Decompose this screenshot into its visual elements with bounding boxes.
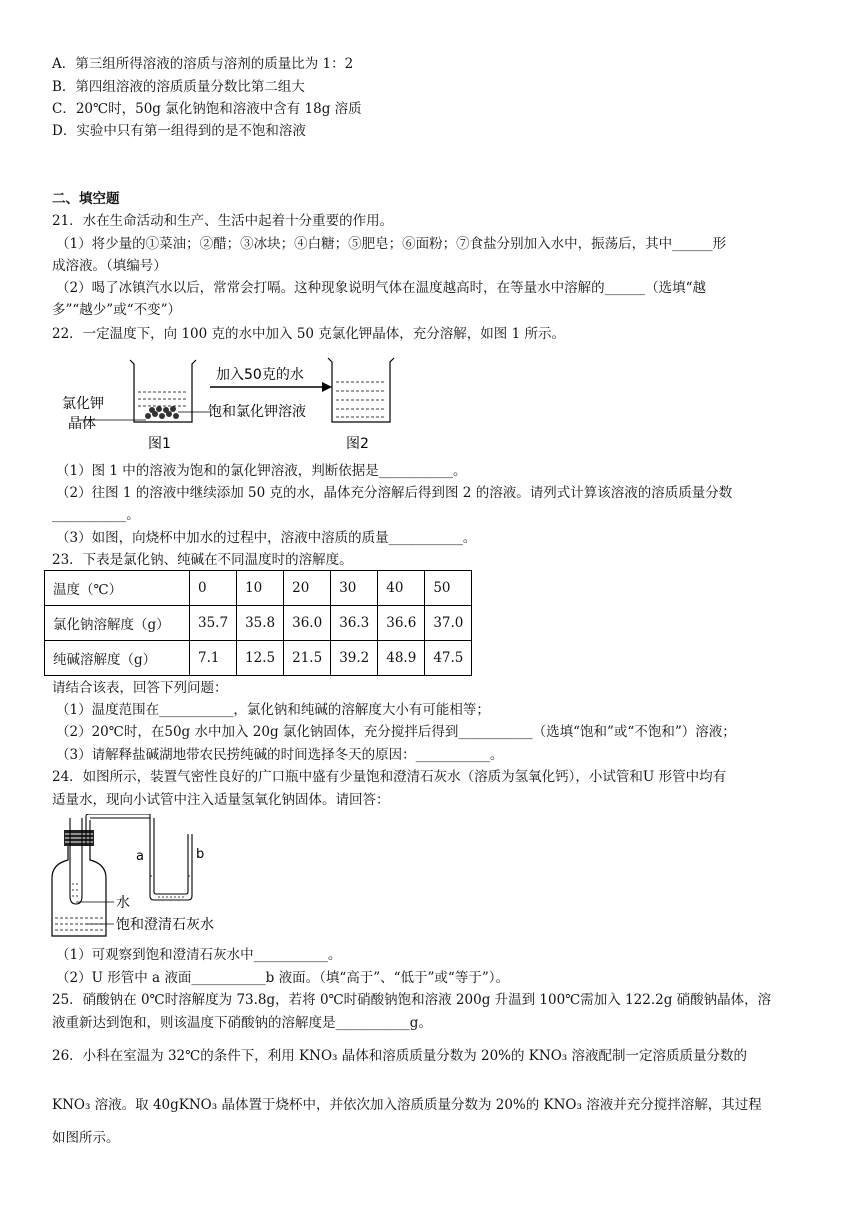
solution-lines-2 xyxy=(336,382,386,417)
fig1-label: 图1 xyxy=(148,436,171,452)
q23-prompt: 请结合该表，回答下列问题： xyxy=(52,680,228,696)
option-d: D．实验中只有第一组得到的是不饱和溶液 xyxy=(52,123,306,139)
u-tube xyxy=(150,834,192,900)
q22-part2-line2: ___________。 xyxy=(52,507,140,523)
q26-line2: KNO₃ 溶液。取 40gKNO₃ 晶体置于烧杯中，并依次加入溶质质量分数为 20%的 KNO₃ 溶液并充分搅拌溶解，其过程 xyxy=(52,1097,762,1113)
fig2-label: 图2 xyxy=(346,436,369,452)
table-cell: 温度（℃） xyxy=(45,571,190,606)
table-cell: 36.0 xyxy=(284,606,331,641)
q21-part1-line2: 成溶液。（填编号） xyxy=(52,258,167,274)
q26-line1: 26．小科在室温为 32℃的条件下，利用 KNO₃ 晶体和溶质质量分数为 20%的 KNO₃ 溶液配制一定溶质质量分数的 xyxy=(52,1048,747,1064)
q21-part2-line1: （2）喝了冰镇汽水以后，常常会打嗝。这种现象说明气体在温度越高时，在等量水中溶解的______（选填“越 xyxy=(56,280,706,296)
q24-part1: （1）可观察到饱和澄清石灰水中___________。 xyxy=(56,947,342,963)
crystal-label-2: 晶体 xyxy=(68,416,96,432)
table-cell: 纯碱溶解度（g） xyxy=(45,641,190,676)
q21-part1-line1: （1）将少量的①菜油；②醋；③冰块；④白糖；⑤肥皂；⑥面粉；⑦食盐分别加入水中，振荡后，其中______形 xyxy=(56,236,727,252)
q24-figure xyxy=(46,814,276,942)
table-row xyxy=(45,606,472,641)
q25-line1: 25．硝酸钠在 0℃时溶解度为 73.8g，若将 0℃时硝酸钠饱和溶液 200g 升温到 100℃需加入 122.2g 硝酸钠晶体，溶 xyxy=(52,992,772,1008)
q26-line3: 如图所示。 xyxy=(52,1130,120,1146)
solution-lines-1 xyxy=(138,392,188,406)
table-cell: 40 xyxy=(378,571,425,606)
table-cell: 36.3 xyxy=(331,606,378,641)
table-cell: 47.5 xyxy=(425,641,472,676)
crystal-label-1: 氯化钾 xyxy=(62,396,104,412)
water-label: 水 xyxy=(116,895,130,911)
table-cell: 35.8 xyxy=(237,606,284,641)
q23-part1: （1）温度范围在___________，氯化钠和纯碱的溶解度大小有可能相等； xyxy=(56,702,490,718)
q22-figure xyxy=(60,352,440,460)
section-title: 二、填空题 xyxy=(52,191,120,207)
glass-tube xyxy=(86,814,154,874)
arrow-icon xyxy=(210,382,332,392)
q21-part2-line2: 多”“越少”或“不变”） xyxy=(52,302,182,318)
table-cell: 37.0 xyxy=(425,606,472,641)
table-cell: 30 xyxy=(331,571,378,606)
q23-part2: （2）20℃时，在50g 水中加入 20g 氯化钠固体，充分搅拌后得到___________（选填“饱和”或“不饱和”）溶液； xyxy=(56,724,736,740)
q22-part1: （1）图 1 中的溶液为饱和的氯化钾溶液，判断依据是___________。 xyxy=(56,463,467,479)
table-cell: 氯化钠溶解度（g） xyxy=(45,606,190,641)
solubility-table xyxy=(44,570,472,676)
table-cell: 21.5 xyxy=(284,641,331,676)
q21-stem: 21．水在生命活动和生产、生活中起着十分重要的作用。 xyxy=(52,213,394,229)
q22-part3: （3）如图，向烧杯中加水的过程中，溶液中溶质的质量___________。 xyxy=(56,530,477,546)
label-a: a xyxy=(136,849,144,864)
q23-part3: （3）请解释盐碱湖地带农民捞纯碱的时间选择冬天的原因：___________。 xyxy=(56,747,504,763)
solution-label: 饱和氯化钾溶液 xyxy=(208,404,306,420)
table-cell: 36.6 xyxy=(378,606,425,641)
option-a: A．第三组所得溶液的溶质与溶剂的质量比为 1：2 xyxy=(52,56,354,72)
beaker-2 xyxy=(328,358,394,422)
table-cell: 20 xyxy=(284,571,331,606)
table-cell: 35.7 xyxy=(190,606,237,641)
q25-line2: 液重新达到饱和，则该温度下硝酸钠的溶解度是___________g。 xyxy=(52,1015,432,1031)
option-b: B．第四组溶液的溶质质量分数比第二组大 xyxy=(52,79,305,95)
beaker-1 xyxy=(130,360,196,422)
q24-stem-line2: 适量水，现向小试管中注入适量氢氧化钠固体。请回答： xyxy=(52,792,390,808)
flask xyxy=(52,846,106,936)
limewater-label: 饱和澄清石灰水 xyxy=(116,917,214,933)
q23-stem: 23．下表是氯化钠、纯碱在不同温度时的溶解度。 xyxy=(52,552,353,568)
table-cell: 48.9 xyxy=(378,641,425,676)
table-cell: 10 xyxy=(237,571,284,606)
q24-part2: （2）U 形管中 a 液面___________b 液面。（填“高于”、“低于”或“等于”）。 xyxy=(56,970,509,986)
label-b: b xyxy=(196,847,205,862)
table-cell: 50 xyxy=(425,571,472,606)
table-cell: 39.2 xyxy=(331,641,378,676)
table-cell: 0 xyxy=(190,571,237,606)
crystal-particles xyxy=(145,406,179,419)
table-cell: 12.5 xyxy=(237,641,284,676)
table-row xyxy=(45,571,472,606)
option-c: C．20℃时，50g 氯化钠饱和溶液中含有 18g 溶质 xyxy=(52,101,362,117)
q24-stem-line1: 24．如图所示，装置气密性良好的广口瓶中盛有少量饱和澄清石灰水（溶质为氢氧化钙），小试管和U 形管中均有 xyxy=(52,769,727,785)
table-row xyxy=(45,641,472,676)
table-cell: 7.1 xyxy=(190,641,237,676)
q22-stem: 22．一定温度下，向 100 克的水中加入 50 克氯化钾晶体，充分溶解，如图 1 所示。 xyxy=(52,326,565,342)
arrow-label: 加入50克的水 xyxy=(216,367,304,383)
q22-part2-line1: （2）往图 1 的溶液中继续添加 50 克的水，晶体充分溶解后得到图 2 的溶液。请列式计算该溶液的溶质质量分数 xyxy=(56,485,733,501)
